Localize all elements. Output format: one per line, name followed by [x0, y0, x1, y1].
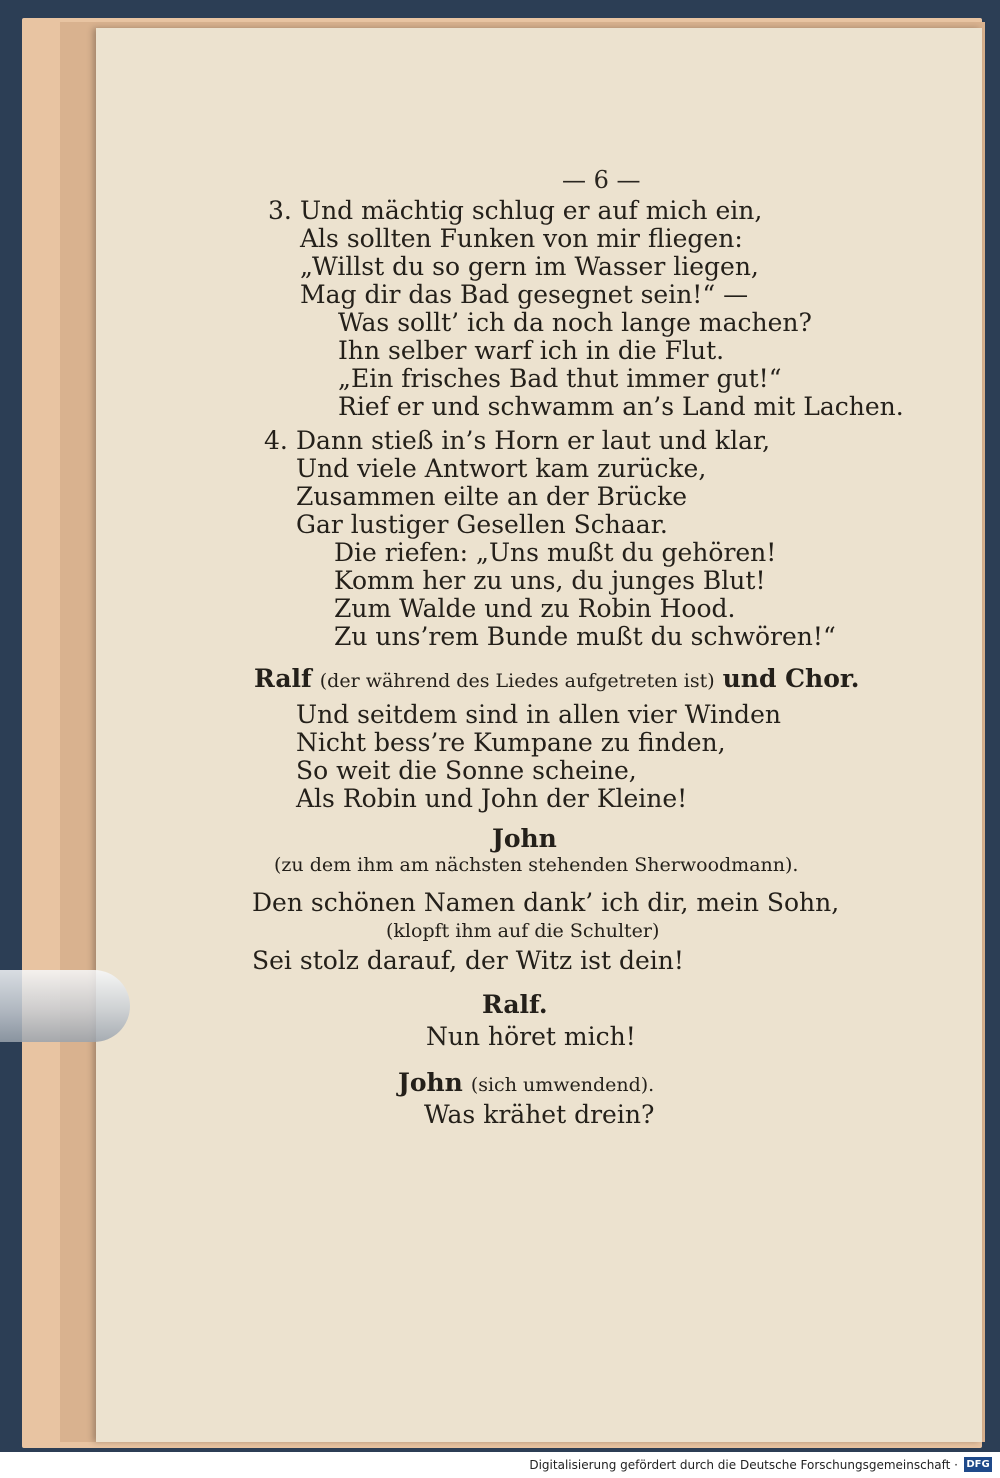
verse-line: Als Robin und John der Kleine! [296, 784, 688, 813]
stanza-3-line: „Willst du so gern im Wasser liegen, [300, 252, 759, 281]
speaker-name: und Chor. [722, 664, 860, 693]
stanza-4-line: Zum Walde und zu Robin Hood. [334, 594, 736, 623]
speaker-name: John [492, 824, 557, 853]
stage-direction: (sich umwendend). [470, 1074, 655, 1096]
stanza-4-line: Gar lustiger Gesellen Schaar. [296, 510, 668, 539]
stanza-4-number: 4. [264, 426, 288, 455]
footer-credit: Digitalisierung gefördert durch die Deutsche Forschungsgemeinschaft · [529, 1458, 958, 1472]
stage-direction: (zu dem ihm am nächsten stehenden Sherwoodmann). [274, 854, 799, 876]
stanza-3-number: 3. [268, 196, 292, 225]
verse-line: Nicht bess’re Kumpane zu finden, [296, 728, 726, 757]
book-page [96, 28, 982, 1442]
verse-line: Sei stolz darauf, der Witz ist dein! [252, 946, 684, 975]
page-clip [0, 970, 130, 1042]
speaker-heading [398, 1068, 654, 1097]
stage-direction: (der während des Liedes aufgetreten ist) [319, 670, 715, 692]
stanza-3-line: Was sollt’ ich da noch lange machen? [338, 308, 812, 337]
stanza-4-line: Komm her zu uns, du junges Blut! [334, 566, 766, 595]
stanza-4-line: Und viele Antwort kam zurücke, [296, 454, 707, 483]
stanza-4-line: Zu uns’rem Bunde mußt du schwören!“ [334, 622, 836, 651]
speaker-heading [254, 664, 859, 693]
page-number: — 6 — [562, 166, 641, 194]
footer-bar [0, 1452, 1000, 1478]
verse-line: Den schönen Namen dank’ ich dir, mein Sohn, [252, 888, 840, 917]
speaker-name: John [398, 1068, 463, 1097]
verse-line: So weit die Sonne scheine, [296, 756, 637, 785]
stanza-4-line: Zusammen eilte an der Brücke [296, 482, 688, 511]
verse-line: Und seitdem sind in allen vier Winden [296, 700, 781, 729]
verse-line: Was krähet drein? [424, 1100, 655, 1129]
verse-line: Nun höret mich! [426, 1022, 636, 1051]
stanza-3-line: „Ein frisches Bad thut immer gut!“ [338, 364, 782, 393]
dfg-logo: DFG [964, 1457, 992, 1472]
speaker-name: Ralf [254, 664, 312, 693]
stanza-4-line: Dann stieß in’s Horn er laut und klar, [296, 426, 771, 455]
stage-direction: (klopft ihm auf die Schulter) [386, 920, 660, 942]
speaker-name: Ralf. [482, 990, 548, 1019]
stanza-3-line: Und mächtig schlug er auf mich ein, [300, 196, 763, 225]
stanza-3-line: Ihn selber warf ich in die Flut. [338, 336, 725, 365]
stanza-4-line: Die riefen: „Uns mußt du gehören! [334, 538, 777, 567]
stanza-3-line: Mag dir das Bad gesegnet sein!“ — [300, 280, 749, 309]
stanza-3-line: Rief er und schwamm an’s Land mit Lachen. [338, 392, 904, 421]
stanza-3-line: Als sollten Funken von mir fliegen: [300, 224, 743, 253]
